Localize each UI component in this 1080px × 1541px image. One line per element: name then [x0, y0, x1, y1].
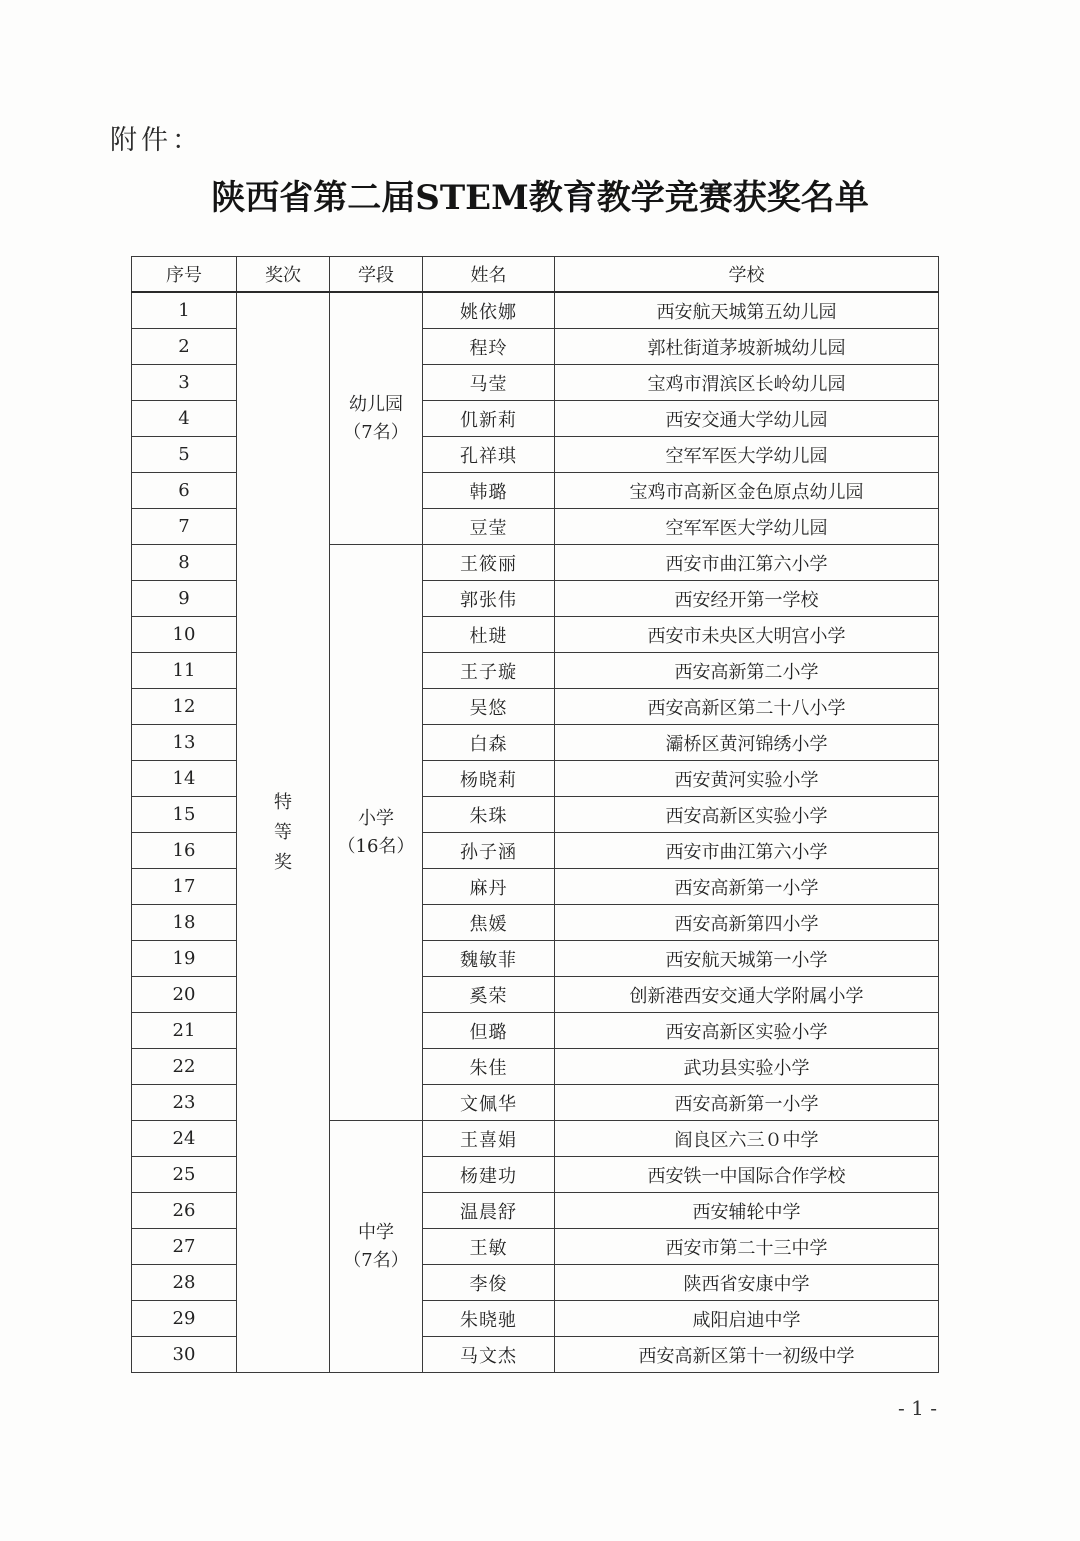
- row-number: 7: [132, 509, 237, 545]
- school-name: 西安市曲江第六小学: [555, 833, 939, 869]
- winner-name: 魏敏菲: [423, 941, 555, 977]
- stage-count: （7名）: [343, 421, 409, 443]
- winner-name: 王敏: [423, 1229, 555, 1265]
- winner-name: 杜琎: [423, 617, 555, 653]
- winner-name: 王喜娟: [423, 1121, 555, 1157]
- winner-name: 仉新莉: [423, 401, 555, 437]
- winner-name: 王筱丽: [423, 545, 555, 581]
- row-number: 10: [132, 617, 237, 653]
- winner-name: 姚依娜: [423, 292, 555, 329]
- school-name: 陕西省安康中学: [555, 1265, 939, 1301]
- winner-name: 温晨舒: [423, 1193, 555, 1229]
- school-name: 西安高新第一小学: [555, 1085, 939, 1121]
- award-list-table: [131, 256, 939, 1373]
- row-number: 30: [132, 1337, 237, 1373]
- col-header-name: 姓名: [423, 257, 555, 293]
- row-number: 12: [132, 689, 237, 725]
- school-name: 灞桥区黄河锦绣小学: [555, 725, 939, 761]
- winner-name: 但璐: [423, 1013, 555, 1049]
- school-name: 西安市曲江第六小学: [555, 545, 939, 581]
- winner-name: 孔祥琪: [423, 437, 555, 473]
- winner-name: 程玲: [423, 329, 555, 365]
- school-name: 西安铁一中国际合作学校: [555, 1157, 939, 1193]
- stage-count: （7名）: [343, 1249, 409, 1271]
- winner-name: 白森: [423, 725, 555, 761]
- table-row: [132, 292, 939, 329]
- row-number: 1: [132, 292, 237, 329]
- school-name: 西安航天城第五幼儿园: [555, 292, 939, 329]
- school-name: 阎良区六三０中学: [555, 1121, 939, 1157]
- award-level-char: 奖: [274, 851, 292, 873]
- row-number: 2: [132, 329, 237, 365]
- row-number: 11: [132, 653, 237, 689]
- school-name: 咸阳启迪中学: [555, 1301, 939, 1337]
- award-level-char: 特: [274, 791, 292, 813]
- col-header-stage: 学段: [330, 257, 423, 293]
- school-name: 西安高新区实验小学: [555, 797, 939, 833]
- row-number: 27: [132, 1229, 237, 1265]
- table-header: [132, 257, 939, 293]
- stage-count: （16名）: [337, 835, 415, 857]
- school-name: 西安高新第二小学: [555, 653, 939, 689]
- col-header-number: 序号: [132, 257, 237, 293]
- winner-name: 朱晓驰: [423, 1301, 555, 1337]
- winner-name: 马莹: [423, 365, 555, 401]
- row-number: 8: [132, 545, 237, 581]
- winner-name: 文佩华: [423, 1085, 555, 1121]
- winner-name: 奚荣: [423, 977, 555, 1013]
- row-number: 21: [132, 1013, 237, 1049]
- row-number: 29: [132, 1301, 237, 1337]
- row-number: 23: [132, 1085, 237, 1121]
- document-title: 陕西省第二届STEM教育教学竞赛获奖名单: [211, 178, 869, 218]
- row-number: 14: [132, 761, 237, 797]
- school-name: 宝鸡市渭滨区长岭幼儿园: [555, 365, 939, 401]
- school-name: 西安高新区第十一初级中学: [555, 1337, 939, 1373]
- school-name: 西安高新第一小学: [555, 869, 939, 905]
- row-number: 18: [132, 905, 237, 941]
- school-name: 空军军医大学幼儿园: [555, 509, 939, 545]
- school-name: 武功县实验小学: [555, 1049, 939, 1085]
- row-number: 13: [132, 725, 237, 761]
- winner-name: 杨晓莉: [423, 761, 555, 797]
- winner-name: 王子璇: [423, 653, 555, 689]
- school-name: 西安经开第一学校: [555, 581, 939, 617]
- winner-name: 吴悠: [423, 689, 555, 725]
- stage-cell-primary: [330, 545, 423, 1121]
- winner-name: 朱佳: [423, 1049, 555, 1085]
- school-name: 西安航天城第一小学: [555, 941, 939, 977]
- school-name: 空军军医大学幼儿园: [555, 437, 939, 473]
- school-name: 西安辅轮中学: [555, 1193, 939, 1229]
- stage-label: 小学: [358, 807, 394, 829]
- winner-name: 朱珠: [423, 797, 555, 833]
- stage-cell-kindergarten: [330, 292, 423, 545]
- page-number: - 1 -: [898, 1396, 937, 1420]
- winner-name: 麻丹: [423, 869, 555, 905]
- award-level-cell: [237, 292, 330, 1373]
- attachment-label: 附件：: [110, 125, 203, 156]
- stage-label: 中学: [358, 1221, 394, 1243]
- row-number: 26: [132, 1193, 237, 1229]
- row-number: 22: [132, 1049, 237, 1085]
- row-number: 6: [132, 473, 237, 509]
- winner-name: 马文杰: [423, 1337, 555, 1373]
- stage-label: 幼儿园: [349, 393, 403, 415]
- stage-cell-middle: [330, 1121, 423, 1373]
- row-number: 4: [132, 401, 237, 437]
- col-header-award: 奖次: [237, 257, 330, 293]
- row-number: 25: [132, 1157, 237, 1193]
- school-name: 创新港西安交通大学附属小学: [555, 977, 939, 1013]
- row-number: 16: [132, 833, 237, 869]
- school-name: 西安市第二十三中学: [555, 1229, 939, 1265]
- school-name: 西安高新区实验小学: [555, 1013, 939, 1049]
- row-number: 9: [132, 581, 237, 617]
- award-level-char: 等: [274, 821, 292, 843]
- school-name: 西安高新区第二十八小学: [555, 689, 939, 725]
- table-body: [132, 292, 939, 1373]
- school-name: 西安高新第四小学: [555, 905, 939, 941]
- school-name: 郭杜街道茅坡新城幼儿园: [555, 329, 939, 365]
- row-number: 24: [132, 1121, 237, 1157]
- winner-name: 杨建功: [423, 1157, 555, 1193]
- winner-name: 孙子涵: [423, 833, 555, 869]
- row-number: 19: [132, 941, 237, 977]
- winner-name: 豆莹: [423, 509, 555, 545]
- school-name: 西安交通大学幼儿园: [555, 401, 939, 437]
- row-number: 3: [132, 365, 237, 401]
- winner-name: 焦媛: [423, 905, 555, 941]
- winner-name: 郭张伟: [423, 581, 555, 617]
- row-number: 5: [132, 437, 237, 473]
- school-name: 西安黄河实验小学: [555, 761, 939, 797]
- school-name: 西安市未央区大明宫小学: [555, 617, 939, 653]
- row-number: 15: [132, 797, 237, 833]
- row-number: 20: [132, 977, 237, 1013]
- school-name: 宝鸡市高新区金色原点幼儿园: [555, 473, 939, 509]
- row-number: 17: [132, 869, 237, 905]
- row-number: 28: [132, 1265, 237, 1301]
- winner-name: 韩璐: [423, 473, 555, 509]
- col-header-school: 学校: [555, 257, 939, 293]
- winner-name: 李俊: [423, 1265, 555, 1301]
